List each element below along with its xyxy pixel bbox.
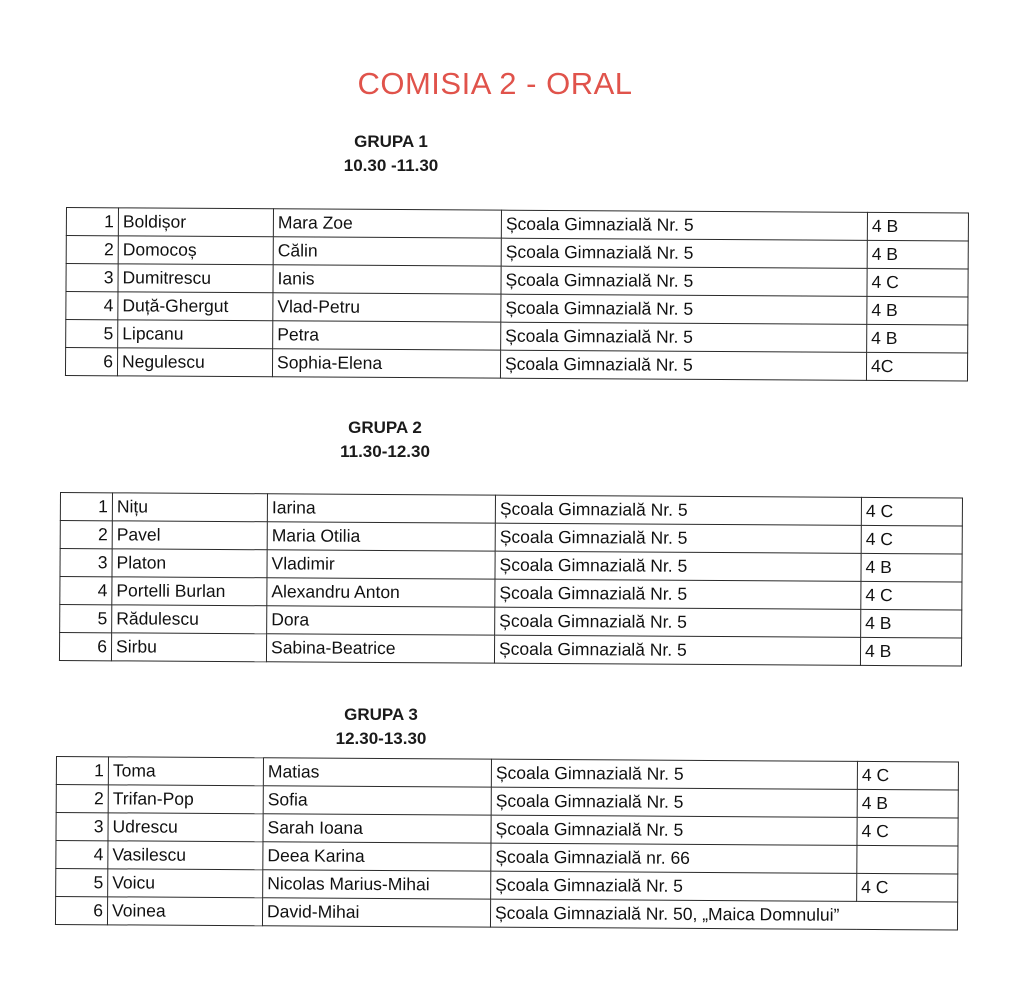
school-cell: Școala Gimnazială Nr. 5: [491, 871, 857, 901]
row-number: 5: [60, 605, 112, 633]
group-1-time: 10.30 -11.30: [343, 156, 439, 175]
first-name-cell: Nicolas Marius-Mihai: [263, 870, 491, 899]
group-3-time: 12.30-13.30: [335, 729, 427, 748]
class-cell: 4 B: [861, 609, 962, 638]
school-cell: Școala Gimnazială Nr. 5: [501, 266, 867, 296]
class-cell: 4 C: [867, 268, 968, 297]
row-number: 5: [66, 320, 118, 348]
last-name-cell: Pavel: [112, 521, 267, 550]
row-number: 6: [59, 633, 111, 661]
table-row: [65, 348, 967, 382]
group-2-name: GRUPA 2: [348, 418, 422, 437]
group-2-time: 11.30-12.30: [340, 442, 430, 461]
row-number: 1: [66, 208, 118, 236]
class-cell: 4 C: [861, 497, 962, 526]
row-number: 3: [66, 264, 118, 292]
first-name-cell: Sabina-Beatrice: [266, 634, 494, 663]
last-name-cell: Boldișor: [118, 208, 273, 237]
first-name-cell: Matias: [263, 758, 491, 787]
school-cell: Școala Gimnazială Nr. 5: [495, 495, 861, 525]
last-name-cell: Dumitrescu: [118, 264, 273, 293]
last-name-cell: Platon: [112, 549, 267, 578]
class-cell: 4 C: [857, 761, 958, 790]
page-title: COMISIA 2 - ORAL: [357, 66, 633, 101]
last-name-cell: Portelli Burlan: [112, 577, 267, 606]
group-1-table: [65, 207, 969, 382]
row-number: 2: [56, 785, 108, 813]
class-cell: 4 B: [867, 240, 968, 269]
row-number: 6: [65, 348, 117, 376]
group-2-table: [59, 492, 963, 667]
first-name-cell: Ianis: [273, 265, 501, 294]
school-cell: Școala Gimnazială Nr. 5: [501, 210, 867, 240]
first-name-cell: Deea Karina: [263, 842, 491, 871]
first-name-cell: Sophia-Elena: [272, 349, 500, 378]
last-name-cell: Rădulescu: [112, 605, 267, 634]
row-number: 1: [60, 493, 112, 521]
group-3-header: [281, 703, 481, 751]
first-name-cell: Călin: [273, 237, 501, 266]
last-name-cell: Nițu: [112, 493, 267, 522]
school-cell: Școala Gimnazială Nr. 5: [491, 759, 857, 789]
first-name-cell: Sarah Ioana: [263, 814, 491, 843]
school-cell: Școala Gimnazială Nr. 5: [500, 350, 866, 380]
school-cell: Școala Gimnazială Nr. 50, „Maica Domnului”: [490, 899, 957, 930]
first-name-cell: Petra: [273, 321, 501, 350]
row-number: 4: [66, 292, 118, 320]
class-cell: 4 C: [861, 525, 962, 554]
group-3-name: GRUPA 3: [344, 705, 418, 724]
school-cell: Școala Gimnazială Nr. 5: [491, 787, 857, 817]
last-name-cell: Vasilescu: [108, 841, 263, 870]
last-name-cell: Negulescu: [117, 348, 272, 377]
row-number: 5: [56, 869, 108, 897]
class-cell: 4 C: [857, 817, 958, 846]
first-name-cell: Sofia: [263, 786, 491, 815]
class-cell: 4 C: [857, 873, 958, 902]
first-name-cell: Iarina: [267, 494, 495, 523]
first-name-cell: Vladimir: [267, 550, 495, 579]
first-name-cell: Vlad-Petru: [273, 293, 501, 322]
school-cell: Școala Gimnazială Nr. 5: [495, 523, 861, 553]
group-1-name: GRUPA 1: [354, 132, 428, 151]
row-number: 3: [60, 549, 112, 577]
last-name-cell: Sirbu: [111, 633, 266, 662]
school-cell: Școala Gimnazială Nr. 5: [495, 579, 861, 609]
first-name-cell: Mara Zoe: [273, 209, 501, 238]
group-1-header: [291, 130, 491, 178]
school-cell: Școala Gimnazială Nr. 5: [501, 294, 867, 324]
last-name-cell: Domocoș: [118, 236, 273, 265]
class-cell: 4 B: [861, 553, 962, 582]
school-cell: Școala Gimnazială Nr. 5: [494, 635, 860, 665]
row-number: 1: [56, 757, 108, 785]
row-number: 2: [60, 521, 112, 549]
first-name-cell: Dora: [267, 606, 495, 635]
last-name-cell: Lipcanu: [118, 320, 273, 349]
first-name-cell: David-Mihai: [262, 898, 490, 927]
row-number: 6: [55, 897, 107, 925]
school-cell: Școala Gimnazială nr. 66: [491, 843, 857, 873]
class-cell: 4 C: [861, 581, 962, 610]
class-cell: 4 B: [867, 212, 968, 241]
row-number: 4: [60, 577, 112, 605]
table-row: [59, 633, 961, 667]
school-cell: Școala Gimnazială Nr. 5: [495, 607, 861, 637]
class-cell: 4C: [866, 352, 967, 381]
row-number: 3: [56, 813, 108, 841]
last-name-cell: Toma: [108, 757, 263, 786]
row-number: 2: [66, 236, 118, 264]
row-number: 4: [56, 841, 108, 869]
school-cell: Școala Gimnazială Nr. 5: [495, 551, 861, 581]
group-2-header: [285, 416, 485, 464]
first-name-cell: Alexandru Anton: [267, 578, 495, 607]
class-cell: 4 B: [860, 637, 961, 666]
class-cell: 4 B: [867, 324, 968, 353]
table-row: [55, 897, 957, 931]
group-3-table: [55, 756, 959, 931]
school-cell: Școala Gimnazială Nr. 5: [491, 815, 857, 845]
last-name-cell: Voinea: [107, 897, 262, 926]
class-cell: 4 B: [857, 789, 958, 818]
school-cell: Școala Gimnazială Nr. 5: [501, 238, 867, 268]
class-cell: [857, 845, 958, 874]
class-cell: 4 B: [867, 296, 968, 325]
first-name-cell: Maria Otilia: [267, 522, 495, 551]
school-cell: Școala Gimnazială Nr. 5: [501, 322, 867, 352]
last-name-cell: Udrescu: [108, 813, 263, 842]
last-name-cell: Trifan-Pop: [108, 785, 263, 814]
last-name-cell: Duță-Ghergut: [118, 292, 273, 321]
last-name-cell: Voicu: [108, 869, 263, 898]
